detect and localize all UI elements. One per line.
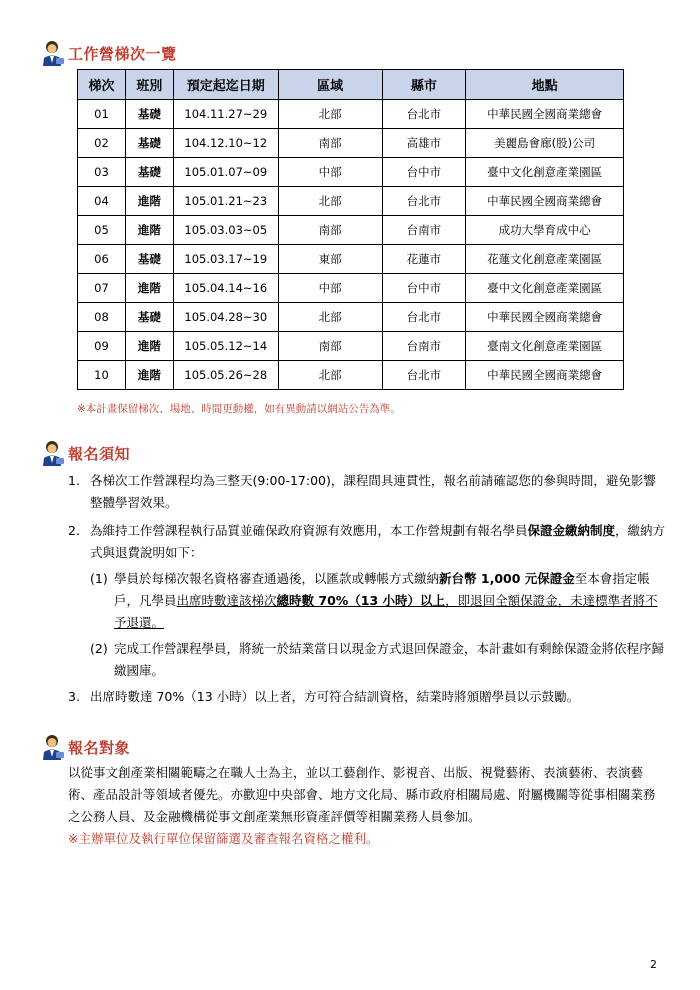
list-text: 出席時數達 70%（13 小時）以上者，方可符合結訓資格，結業時將頒贈學員以示鼓勵。 (90, 689, 580, 704)
section-heading-schedule (40, 38, 177, 68)
section-title: 報名須知 (68, 444, 131, 463)
table-cell: 臺中文化創意產業園區 (466, 158, 624, 187)
list-text-underlined: ，即退回全額保證金，未達標準者將不予退還。 (114, 593, 658, 630)
table-cell: 台北市 (382, 100, 466, 129)
table-row (78, 245, 624, 274)
table-cell: 進階 (125, 332, 173, 361)
list-text: 完成工作營課程學員，將統一於結業當日以現金方式退回保證金，本計畫如有剩餘保證金將依程序歸繳國庫。 (114, 641, 665, 678)
registration-list (68, 470, 668, 708)
table-cell: 基礎 (125, 245, 173, 274)
list-item (68, 520, 668, 564)
table-cell: 03 (78, 158, 126, 187)
table-cell: 南部 (278, 216, 382, 245)
section-title: 工作營梯次一覽 (68, 44, 177, 63)
page-number: 2 (650, 958, 657, 971)
table-cell: 基礎 (125, 100, 173, 129)
list-number: 2. (68, 523, 80, 538)
table-cell: 南部 (278, 129, 382, 158)
table-cell: 08 (78, 303, 126, 332)
sub-list-item (68, 638, 668, 682)
table-cell: 中華民國全國商業總會 (466, 100, 624, 129)
table-row (78, 274, 624, 303)
table-cell: 105.01.07~09 (173, 158, 278, 187)
list-text-bold: 新台幣 1,000 元保證金 (439, 571, 575, 586)
table-cell: 北部 (278, 303, 382, 332)
table-cell: 進階 (125, 274, 173, 303)
list-text: 至本會指定帳戶，凡學員 (114, 571, 650, 608)
table-cell: 中華民國全國商業總會 (466, 303, 624, 332)
person-icon (40, 439, 66, 467)
section-title: 報名對象 (68, 738, 131, 757)
table-row (78, 100, 624, 129)
table-row (78, 129, 624, 158)
table-cell: 09 (78, 332, 126, 361)
table-cell: 中部 (278, 274, 382, 303)
table-cell: 02 (78, 129, 126, 158)
table-cell: 105.03.03~05 (173, 216, 278, 245)
column-header: 區域 (278, 70, 382, 100)
table-cell: 105.05.26~28 (173, 361, 278, 390)
list-text: 各梯次工作營課程均為三整天(9:00-17:00)，課程間具連貫性，報名前請確認您的參與時間，避免影響整體學習效果。 (90, 473, 656, 510)
table-cell: 基礎 (125, 129, 173, 158)
table-cell: 105.01.21~23 (173, 187, 278, 216)
schedule-table (77, 69, 624, 390)
table-cell: 07 (78, 274, 126, 303)
column-header: 縣市 (382, 70, 466, 100)
eligibility-body: 以從事文創產業相關範疇之在職人士為主，並以工藝創作、影視音、出版、視覺藝術、表演藝術、表演藝術、產品設計等領域者優先。亦歡迎中央部會、地方文化局、縣市政府相關局處、附屬機關等從事相關業務之公務人員、及金融機構從事文創產業無形資產評價等相關業務人員參加。 (68, 765, 656, 824)
sub-list-item (68, 568, 668, 634)
list-number: (2) (90, 641, 108, 656)
table-cell: 台中市 (382, 274, 466, 303)
table-cell: 成功大學育成中心 (466, 216, 624, 245)
table-cell: 104.12.10~12 (173, 129, 278, 158)
table-row (78, 158, 624, 187)
list-text-bold: 保證金繳納制度 (527, 523, 616, 538)
list-text: ，繳納方式與退費說明如下： (90, 523, 666, 560)
table-cell: 05 (78, 216, 126, 245)
table-cell: 北部 (278, 100, 382, 129)
table-cell: 01 (78, 100, 126, 129)
person-icon (40, 733, 66, 761)
table-cell: 進階 (125, 216, 173, 245)
table-cell: 105.05.12~14 (173, 332, 278, 361)
table-row (78, 303, 624, 332)
list-number: (1) (90, 571, 108, 586)
table-cell: 台南市 (382, 332, 466, 361)
eligibility-note: ※主辦單位及執行單位保留篩選及審查報名資格之權利。 (68, 831, 379, 846)
table-cell: 中華民國全國商業總會 (466, 187, 624, 216)
column-header: 地點 (466, 70, 624, 100)
table-cell: 臺南文化創意產業園區 (466, 332, 624, 361)
table-cell: 台北市 (382, 187, 466, 216)
table-cell: 10 (78, 361, 126, 390)
table-cell: 104.11.27~29 (173, 100, 278, 129)
section-heading-eligibility (40, 732, 130, 762)
list-text: 為維持工作營課程執行品質並確保政府資源有效應用，本工作營規劃有報名學員 (90, 523, 528, 538)
table-cell: 花蓮文化創意產業園區 (466, 245, 624, 274)
table-row (78, 332, 624, 361)
column-header: 班別 (125, 70, 173, 100)
list-text-underlined-bold: 總時數 70%（13 小時）以上 (276, 593, 446, 608)
list-item (68, 686, 668, 708)
person-icon (40, 39, 66, 67)
table-cell: 基礎 (125, 303, 173, 332)
table-cell: 進階 (125, 187, 173, 216)
table-row (78, 187, 624, 216)
eligibility-text (68, 762, 663, 850)
table-cell: 北部 (278, 361, 382, 390)
table-cell: 06 (78, 245, 126, 274)
section-heading-registration (40, 438, 130, 468)
list-number: 3. (68, 689, 80, 704)
table-cell: 中部 (278, 158, 382, 187)
table-cell: 台中市 (382, 158, 466, 187)
table-cell: 進階 (125, 361, 173, 390)
list-text: 學員於每梯次報名資格審查通過後，以匯款或轉帳方式繳納 (114, 571, 440, 586)
list-item (68, 470, 668, 514)
list-text-underlined: 出席時數達該梯次 (176, 593, 277, 608)
table-cell: 台北市 (382, 303, 466, 332)
table-cell: 北部 (278, 187, 382, 216)
table-cell: 台南市 (382, 216, 466, 245)
table-cell: 中華民國全國商業總會 (466, 361, 624, 390)
table-cell: 美麗島會廊(股)公司 (466, 129, 624, 158)
table-cell: 基礎 (125, 158, 173, 187)
column-header: 預定起迄日期 (173, 70, 278, 100)
schedule-note: ※本計畫保留梯次、場地、時間更動權，如有異動請以網站公告為準。 (77, 403, 401, 415)
list-number: 1. (68, 473, 80, 488)
column-header: 梯次 (78, 70, 126, 100)
table-cell: 南部 (278, 332, 382, 361)
table-cell: 台北市 (382, 361, 466, 390)
table-header-row (78, 70, 624, 100)
table-cell: 東部 (278, 245, 382, 274)
table-row (78, 361, 624, 390)
table-cell: 高雄市 (382, 129, 466, 158)
table-cell: 04 (78, 187, 126, 216)
table-cell: 花蓮市 (382, 245, 466, 274)
table-cell: 105.04.14~16 (173, 274, 278, 303)
table-cell: 105.03.17~19 (173, 245, 278, 274)
table-cell: 105.04.28~30 (173, 303, 278, 332)
table-row (78, 216, 624, 245)
table-cell: 臺中文化創意產業園區 (466, 274, 624, 303)
